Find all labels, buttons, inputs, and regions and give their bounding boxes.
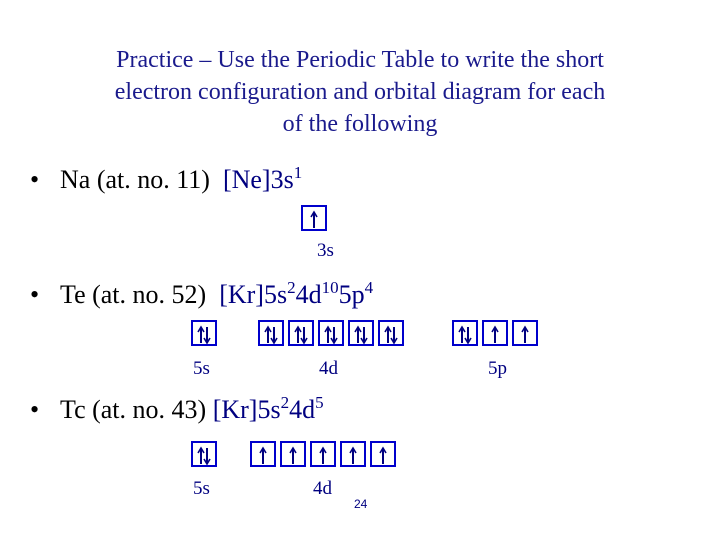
element-label: Tc (at. no. 43) (60, 395, 207, 424)
subshell-label-5s: 5s (193, 478, 210, 499)
slide-title (60, 44, 660, 140)
orbital-box-paired (258, 320, 284, 346)
orbital-box-paired (378, 320, 404, 346)
orbital-box-single (301, 205, 327, 231)
spin-up-arrow-icon (484, 322, 506, 344)
subshell-label-5s: 5s (193, 358, 210, 379)
element-label: Te (at. no. 52) (60, 280, 207, 309)
bullet-dot: • (30, 280, 40, 309)
bullet-dot: • (30, 395, 40, 424)
electron-config: $[Ne]3s^1$ (222, 163, 303, 194)
bullet-tc (30, 395, 324, 425)
spin-pair-arrows-icon (320, 322, 342, 344)
orbital-box-paired (452, 320, 478, 346)
spin-up-arrow-icon (312, 443, 334, 465)
spin-up-arrow-icon (252, 443, 274, 465)
orbital-box-single (482, 320, 508, 346)
orbital-box-single (280, 441, 306, 467)
spin-up-arrow-icon (342, 443, 364, 465)
electron-config: $[Kr]5s^24d^5$ (212, 393, 324, 424)
spin-pair-arrows-icon (380, 322, 402, 344)
orbital-box-paired (191, 441, 217, 467)
subshell-label-5p: 5p (488, 358, 507, 379)
spin-up-arrow-icon (282, 443, 304, 465)
orbital-box-paired (348, 320, 374, 346)
spin-up-arrow-icon (372, 443, 394, 465)
title-line-3: of the following (282, 111, 438, 137)
orbital-box-paired (288, 320, 314, 346)
spin-pair-arrows-icon (290, 322, 312, 344)
spin-pair-arrows-icon (193, 443, 215, 465)
spin-up-arrow-icon (303, 207, 325, 229)
orbital-box-single (512, 320, 538, 346)
spin-pair-arrows-icon (193, 322, 215, 344)
title-line-1: Practice – Use the Periodic Table to write the short (116, 47, 604, 73)
page-number: 24 (354, 497, 368, 511)
bullet-na (30, 165, 302, 195)
element-label: Na (at. no. 11) (60, 165, 210, 194)
subshell-label-4d: 4d (319, 358, 338, 379)
orbital-box-single (250, 441, 276, 467)
orbital-box-single (370, 441, 396, 467)
orbital-box-single (340, 441, 366, 467)
bullet-dot: • (30, 165, 40, 194)
title-line-2: electron configuration and orbital diagram for each (114, 79, 606, 105)
spin-up-arrow-icon (514, 322, 536, 344)
spin-pair-arrows-icon (260, 322, 282, 344)
spin-pair-arrows-icon (350, 322, 372, 344)
subshell-label-4d: 4d (313, 478, 332, 499)
orbital-box-paired (318, 320, 344, 346)
orbital-box-paired (191, 320, 217, 346)
spin-pair-arrows-icon (454, 322, 476, 344)
orbital-box-single (310, 441, 336, 467)
bullet-te (30, 280, 373, 310)
electron-config: $[Kr]5s^24d^{10}5p^4$ (219, 278, 374, 309)
subshell-label-3s: 3s (317, 240, 334, 261)
